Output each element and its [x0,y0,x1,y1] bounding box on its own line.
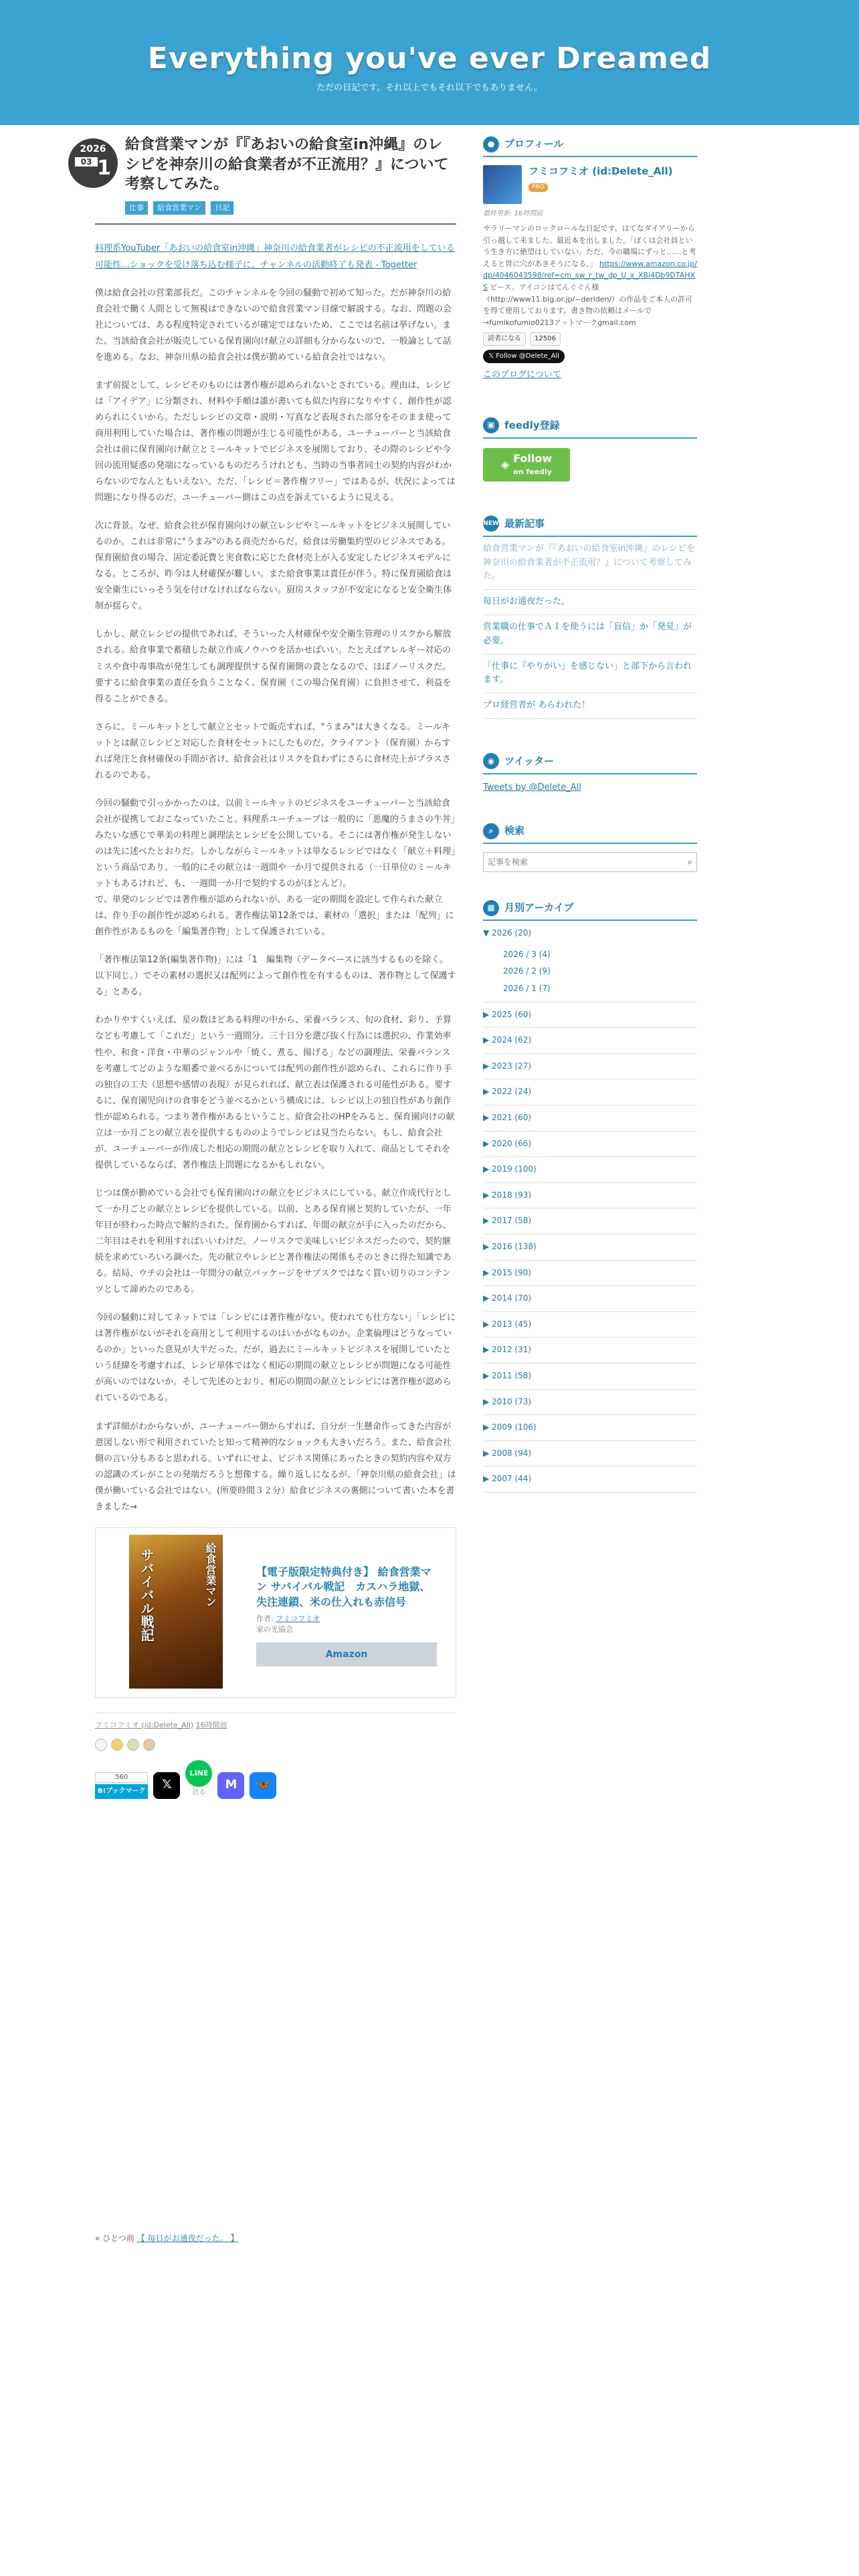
recent-entry[interactable]: プロ経営者が あらわれた！ [483,693,697,719]
search-box [483,852,697,872]
body-paragraph: まず前提として、レシピそのものには著作権が認められないとされている。理由は、レシピは「アイデア」に分類され、材料や手順は誰が書いても似た内容になりやすく、創作性が認められにくいから。ただしレシピの文章・説明・写真など表現された部分をそのまま使って商用利用していた場合は、著作権の問題が生じる可能性がある。ユーチューバーと当該給食会社は前に保育園向け献立とミールキットでビジネスを展開しており、その際のレシピや今回の流用疑惑の発端になっているものだろうけれども、当時の当事者同士の契約内容がわからないのでなんともいえない。ただ、「レシピ＝著作権フリー」ではあるが、状況によっては問題になり得るのだ。ユーチューバー側はこの点を訴えているように見える。 [95,380,456,504]
archive-year-label[interactable]: ▶ 2012 (31) [483,1345,532,1355]
author-link[interactable]: フミコフミオ [276,1614,320,1623]
recent-entry[interactable]: 毎日がお通夜だった。 [483,590,697,615]
archive-year[interactable] [483,1132,697,1158]
book-publisher: 家の光協会 [256,1625,293,1634]
archive-month[interactable]: 2026 / 2 (9) [503,966,551,976]
new-icon: NEW [483,516,499,532]
search-input[interactable] [488,857,688,867]
archive-year-label[interactable]: ▶ 2021 (60) [483,1113,532,1123]
recent-entries-widget [483,515,697,719]
archive-year[interactable] [483,1364,697,1390]
feedly-icon: ◈ [500,457,510,471]
feedly-line2: on feedly [513,467,552,476]
archive-year[interactable] [483,1441,697,1467]
entry-title[interactable]: 給食営業マンが『『あおいの給食室in沖縄』のレシピを神奈川の給食業者が不正流用？』について考察してみた。 [125,136,449,193]
profile-bio-text: サラリーマンのロックロールな日記です。はてなダイアリーから引っ越して来ました。最近本を出しました。「ぼくは会社員という生き方に絶望はしていない。ただ、今の職場にずっと……と考えると胃に穴があきそうになる。」 [483,224,696,268]
quote-link-paragraph [95,241,456,273]
archive-year-label[interactable]: ▶ 2016 (138) [483,1242,537,1252]
archive-month[interactable]: 2026 / 1 (7) [483,980,697,1002]
body-paragraph: じつは僕が勤めている会社でも保育園向けの献立をビジネスにしている。献立作成代行として一か月ごとの献立とレシピを提供している。以前、とある保育園と契約していたが、一年年目が終わった時点で解約された。保育園からすれば、年間の献立が手に入ったのだから、二年目はそれを利用すればいいわけだ。ノーリスクで美味しいビジネスだったので、契約継続を求めていろいろ調べた。先の献立やレシピと著作権法の関係もそのときに得た知識である。結局、ウチの会社は一年間分の献立パッケージをサブスクではなく買い切りのコンテンツとして諦めたのである。 [95,1188,452,1295]
book-card [95,1527,456,1698]
profile-box [483,165,697,204]
category-list [125,200,456,215]
twitter-icon: ◉ [483,753,499,769]
body-paragraph: まず詳細がわからないが、ユーチューバー側からすれば、自分が一生懸命作ってきた内容が意図しない形で利用されていたと知って精神的なショックも大きいだろう。また、給食会社側の言い分もあると思われる。いずれにせよ、ビジネス関係にあったときの契約内容や双方の認識のズレがことの発端だろうと想像する。繰り返しになるが、「神奈川県の給食会社」は僕が働いている会社ではない。(所要時間３２分）給食ビジネスの裏側について書いた本を書きました→ [95,1421,456,1512]
about-blog-link[interactable]: このブログについて [483,370,561,381]
line-note: 送る [192,1788,206,1796]
star-row [95,1739,456,1751]
archive-year[interactable] [483,1467,697,1493]
archive-year-label[interactable]: ▶ 2007 (44) [483,1474,532,1484]
footer-author[interactable]: フミコフミオ (id:Delete_All) [95,1720,194,1729]
widget-title [483,417,697,439]
archive-year-label[interactable]: ▶ 2019 (100) [483,1164,537,1174]
archive-year[interactable] [483,1208,697,1235]
archive-year[interactable] [483,1105,697,1132]
feedly-line1: Follow [513,452,553,465]
archive-year-label[interactable]: ▶ 2017 (58) [483,1216,532,1226]
feedly-button-text [513,453,552,476]
search-icon[interactable]: ⌕ [687,857,692,867]
star-user-icon[interactable] [143,1739,155,1751]
add-star-icon[interactable] [95,1739,107,1751]
pager [95,2232,238,2246]
profile-name[interactable]: フミコフミオ (id:Delete_All) [529,165,673,177]
book-cover-image[interactable] [129,1535,223,1689]
site-header [0,0,859,125]
body-paragraph: さらに、ミールキットとして献立とセットで販売すれば、"うまみ"は大きくなる。ミールキットとは献立レシピと対応した食材をセットにしたものだ。クライアント（保育園）からすれば発注と食材確保の手間が省け、給食会社はリスクを負わずにさらに食材売上がプラスされるのである。 [95,722,451,780]
title-divider [95,223,456,225]
previous-entry-link[interactable]: 【 毎日がお通夜だった。 】 [136,2234,239,2243]
category-tag[interactable]: 日記 [211,201,233,215]
archive-year-label[interactable]: ▶ 2024 (62) [483,1035,532,1045]
archive-year-label[interactable]: ▶ 2020 (66) [483,1138,532,1148]
archive-year-label[interactable]: ▶ 2013 (45) [483,1319,532,1329]
archive-year-label[interactable]: ▶ 2018 (93) [483,1190,532,1200]
widget-title [483,899,697,921]
recent-entry[interactable]: 給食営業マンが『『あおいの給食室in沖縄』のレシピを神奈川の給食業者が不正流用？』について考察してみた。 [483,537,697,590]
line-icon[interactable]: LINE [185,1760,212,1787]
date-year: 2026 [80,144,106,154]
feedly-heading: feedly登録 [504,419,560,431]
archive-year[interactable] [483,1002,697,1029]
bluesky-share-icon[interactable]: 🦋 [250,1772,276,1799]
search-heading-icon: ⌕ [483,823,499,839]
body-paragraph: 今回の騒動に対してネットでは「レシピには著作権がない。使われても仕方ない」「レシピには著作権がないがそれを商用として利用するのはいかがなものか。企業倫理はどうなっているのか」といった意見が大半だった。だが、過去にミールキットビジネスを展開していたという経緯を考慮すれば、レシピ単体ではなく相応の期間の献立とレシピが問題になる可能性が高いのではないか。そして先述のとおり、相応の期間の献立とレシピには著作権が認められているのである。 [95,1313,456,1404]
archive-year[interactable] [483,1235,697,1261]
date-month: 03 [75,157,98,167]
archive-year-open[interactable] [483,921,697,946]
archive-year[interactable] [483,1415,697,1441]
category-tag[interactable]: 仕事 [125,201,148,215]
body-paragraph: わかりやすくいえば、星の数ほどある料理の中から、栄養バランス、旬の食材、彩り、予算なども考慮して「これだ」という一週間分、三十日分を選び抜く行為には選択の、作業効率性や、和食・洋食・中華のジャンルや「焼く、煮る、揚げる」などの調理法、栄養バランスを考慮してどのような順番で並べるかについては配列の創作性が認められ、これらに作り手の独自の工夫（思想や感情の表現）が見られれば、献立表は保護される可能性がある。要するに、保育園児向けの食事をどう並べるかという構成には、レシピ以上の独自性があり創作性が認められる。つまり著作権があるということ。給食会社のHPをみると、保育園向けの献立は一か月ごとの献立表を提供するもののようでレシピは見当たらない。もし、給食会社が、ユーチューバーが作成した相応の期間の献立とレシピを取り入れて、商品としてそれを提供しているならば、著作権法上問題になるかもしれない。 [95,1015,455,1170]
line-share[interactable] [185,1760,212,1799]
recent-heading: 最新記事 [504,517,545,530]
body-paragraph: しかし、献立レシピの提供であれば、そういった人材確保や安全衛生管理のリスクから解放される。給食事業で蓄積した献立作成ノウハウを活かせばいい。たとえばアレルギー対応のミスや食中毒事故が発生しても調理提供する保育園側の責となるので、ほぼノーリスクだ。要するに給食事業の責任を負うことなく、保育園（この場合保育園）に負担させて、利益を得ることができる。 [95,629,452,704]
archive-year[interactable] [483,1079,697,1105]
body-paragraph: 今回の騒動で引っかかったのは、以前ミールキットのビジネスをユーチューバーと当該給食会社が提携しておこなっていたこと。料理系ユーチューブは一般的に「悪魔的うまさの牛丼」みたいな感じで華美の料理と調理法とレシピを公開している。そこには著作権が発生しないのは先に述べたとおりだ。しかしながらミールキットは単なるレシピではなく「献立＋料理」という商品であり、一般的にその献立は一週間や一か月で提供される（一日単位のミールキットもあるけれど、も、一週間一か月で契約するのがほとんど）。 で、単発のレシピでは著作権が認められないが、ある一定の期間を設定して作られた献立は、作り手の創作性が認められる。著作権法第12条では、素材の「選択」または「配列」に創作性があるものを「編集著作物」として保護されている。 [95,798,456,938]
follow-row [483,350,697,363]
feedly-heading-icon: ▣ [483,417,499,433]
widget-title [483,822,697,844]
profile-icon: ● [483,136,499,152]
body-paragraph: 「著作権法第12条(編集著作物)」には「1 編集物（データベースに該当するものを除く。以下同じ。）でその素材の選択又は配列によって創作性を有するものは、著作物として保護する」とある。 [95,955,456,998]
reader-count: 12506 [530,332,561,346]
archive-year-label[interactable]: ▶ 2022 (24) [483,1087,532,1097]
archive-year[interactable] [483,1337,697,1364]
archive-year-label[interactable]: ▶ 2025 (60) [483,1009,532,1019]
star-user-icon[interactable] [111,1739,123,1751]
archive-year-label[interactable]: ▶ 2023 (27) [483,1061,532,1071]
archive-year-label[interactable]: ▶ 2011 (58) [483,1370,532,1380]
calendar-icon: ▦ [483,900,499,916]
widget-title [483,752,697,774]
body-paragraph: 僕は給食会社の営業部長だ。このチャンネルを今回の騒動で初めて知った。だが神奈川の給食会社で働く人間として無視はできないので給食営業マン目線で解説する。なお、問題の会社については、ある程度特定されているが確定ではないため、ここでは名前は挙げない。また、当該給食会社が販売している保育園向け献立の詳細も分からないので、一般論として話を進める。なお、神奈川県の給食会社は僕が勤めている給食会社ではない。 [95,288,452,362]
profile-updated: 最終更新: 16時間前 [483,210,543,217]
tweets-link[interactable]: Tweets by @Delete_All [483,782,581,792]
main-column [80,135,456,1799]
reader-row [483,332,697,346]
twitter-widget [483,752,697,795]
search-heading: 検索 [504,825,525,837]
archive-year[interactable] [483,1157,697,1183]
archive-year-label[interactable]: ▶ 2008 (94) [483,1448,532,1458]
x-follow-button[interactable]: 𝕏 Follow @Delete_All [483,350,565,363]
archive-year[interactable] [483,1183,697,1209]
recent-entry[interactable]: 営業職の仕事でＡＩを使うには「盲信」か「発見」が必要。 [483,615,697,655]
hatena-count: 560 [95,1772,148,1783]
category-tag[interactable]: 給食営業マン [153,201,205,215]
entry-date [68,138,118,188]
feedly-widget [483,417,697,481]
profile-heading: プロフィール [504,138,564,150]
archive-year-label[interactable]: ▼ 2026 (20) [483,928,532,938]
site-title[interactable]: Everything you've ever Dreamed [147,41,712,76]
twitter-heading: ツイッター [504,754,554,767]
x-share-icon[interactable]: 𝕏 [153,1772,180,1799]
archive-years [483,1002,697,1493]
about-row [483,367,697,383]
archive-year-label[interactable]: ▶ 2015 (90) [483,1267,532,1277]
entry-header [80,135,456,215]
avatar[interactable] [483,165,522,204]
amazon-button[interactable]: Amazon [256,1642,437,1667]
book-cover-subtitle: サバイバル戦記 [138,1547,155,1642]
archive-widget [483,899,697,1493]
site-description: ただの日記です。それ以上でもそれ以下でもありません。 [316,83,543,94]
mastodon-share-icon[interactable]: M [217,1772,244,1799]
archive-year[interactable] [483,1054,697,1080]
pro-badge: PRO [529,183,548,192]
recent-entry[interactable]: 「仕事に『やりがい』を感じない」と部下から言われます。 [483,655,697,694]
sidebar [483,135,697,1513]
hatena-bookmark-button[interactable] [95,1772,148,1799]
archive-year[interactable] [483,1312,697,1338]
profile-bio [483,223,697,328]
pager-prefix: « ひとつ前 [95,2234,134,2243]
amazon-url-link[interactable]: https://www.amazon.co.jp/dp/4046043598/ref=cm_sw_r_tw_dp_U_x_XBi4Db9DTAHXS [483,259,697,292]
archive-year[interactable] [483,1028,697,1054]
book-info [256,1565,437,1667]
widget-title [483,515,697,537]
profile-widget [483,135,697,383]
widget-title [483,135,697,157]
share-buttons [95,1760,456,1799]
footer-time[interactable]: 16時間前 [195,1720,227,1729]
hatena-label: B!ブックマーク [95,1784,148,1799]
body-paragraph: 次に背景。なぜ、給食会社が保育園向けの献立レシピやミールキットをビジネス展開しているのか。これは非常に"うまみ"のある商売だからだ。給食は労働集約型のビジネスである。保育園給食の場合、固定委託費と実食数に応じた食材売上が入る安定したビジネスモデルになる。ところが、昨今は人材確保が難しい。また給食事業は責任が伴う。特に保育園給食は安全衛生にいっそう気を付けなければならない。厨房スタッフが不安定になると安全衛生体制が揺らぐ。 [95,521,452,612]
feedly-follow-button[interactable] [483,448,570,481]
date-day: 1 [97,156,111,180]
search-widget [483,822,697,872]
togetter-link[interactable]: 料理系YouTuber「あおいの給食室in沖縄」神奈川の給食業者がレシピの不正流用をしている可能性…ショックを受け落ち込む様子に、チャンネルの活動終了も発表 - Togetter [95,243,455,270]
star-user-icon[interactable] [127,1739,139,1751]
author-label: 作者: [256,1614,274,1623]
archive-year-label[interactable]: ▶ 2014 (70) [483,1293,532,1303]
archive-month[interactable]: 2026 / 3 (4) [503,949,551,959]
book-author [256,1614,437,1636]
archive-year-label[interactable]: ▶ 2010 (73) [483,1396,532,1406]
archive-year[interactable] [483,1390,697,1416]
archive-year[interactable] [483,1286,697,1312]
profile-bio-text-2: ピース。アイコンはてんぐぐん様（http://www11.big.or.jp/~deriden/）の作品をご本人の許可を得て使用しております。書き物の依頼はメールで→fumikofumio0213アットマークgmail.com [483,282,693,327]
book-cover-title: 給食営業マン [204,1542,217,1607]
book-title[interactable]: 【電子版限定特典付き】 給食営業マン サバイバル戦記 カスハラ地獄、失注連鎖、米の仕入れも赤信号 [256,1565,432,1608]
entry-footer [95,1713,456,1799]
archive-year-label[interactable]: ▶ 2009 (106) [483,1422,537,1432]
twitter-body [483,780,697,795]
archive-year[interactable] [483,1261,697,1287]
subscribe-button[interactable]: 読者になる [483,332,526,346]
archive-heading: 月別アーカイブ [504,901,574,914]
